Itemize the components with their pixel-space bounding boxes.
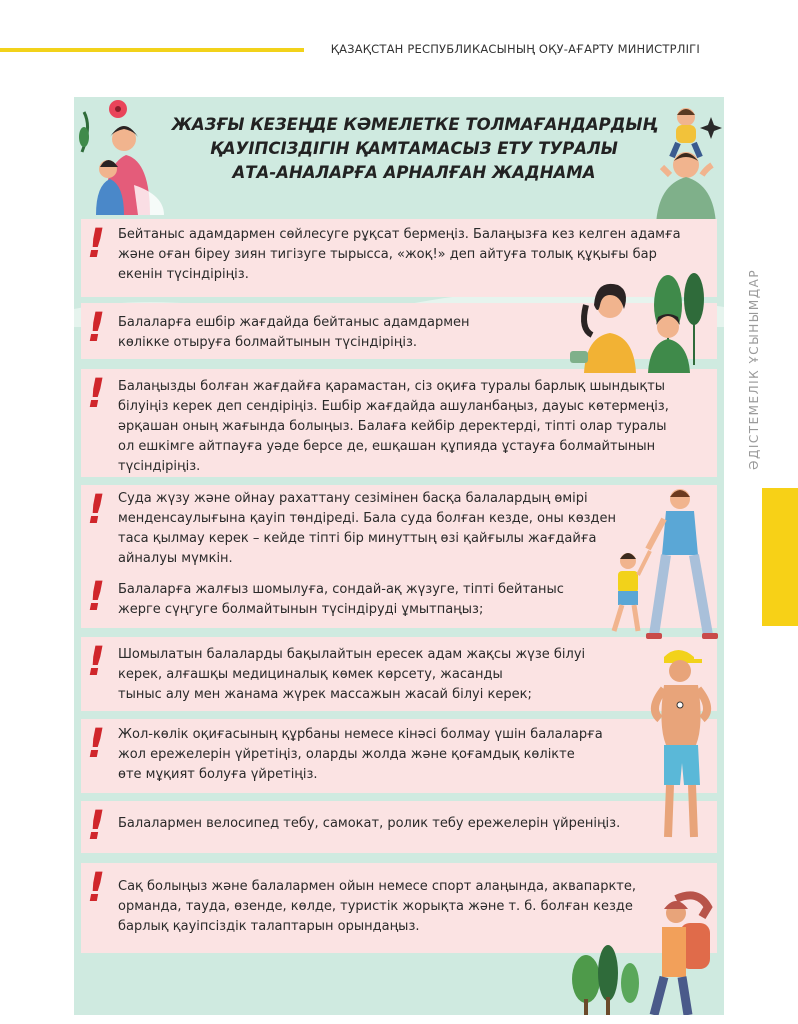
warning-exclamation-icon: ! — [87, 221, 106, 267]
title-line: АТА-АНАЛАРҒА АРНАЛҒАН ЖАДНАМА — [232, 163, 596, 182]
lifeguard-icon — [642, 645, 724, 845]
safety-tip-card — [81, 369, 717, 477]
mother-daughter-talking-icon — [564, 265, 714, 373]
warning-exclamation-icon: ! — [87, 721, 106, 767]
title-line: ҚАУІПСІЗДІГІН ҚАМТАМАСЫЗ ЕТУ ТУРАЛЫ — [210, 139, 618, 158]
tip-text: Балаңызды болған жағдайға қарамастан, сіз оқиға туралы барлық шындықты білуіңіз керек деп сендіріңіз. Ешбір жағдайда ашуланбаңыз, дауыс көтермеңіз, әрқашан оның жағында болыңыз. Балаға кейбір деректерді, тіпті олар туралы ол ешкімге айтпауға уәде берсе де, ешқашан құпияда ұстауға болмайтынын түсіндіріңіз. — [118, 379, 669, 474]
mother-and-child-icon — [74, 97, 174, 217]
warning-exclamation-icon: ! — [87, 487, 106, 533]
header-yellow-rule — [0, 48, 304, 52]
father-walking-child-icon — [594, 483, 724, 643]
tip-text: Шомылатын балаларды бақылайтын ересек адам жақсы жүзе білуі керек, алғашқы медициналық көмек көрсету, жасанды тыныс алу мен жанама жүрек массажын жасай білуі керек; — [118, 647, 586, 702]
poster — [74, 97, 724, 1015]
safety-tip-card — [81, 637, 717, 711]
warning-exclamation-icon: ! — [87, 865, 106, 911]
warning-exclamation-icon: ! — [87, 639, 106, 685]
tip-text: Балаларға ешбір жағдайда бейтаныс адамдармен көлікке отыруға болмайтынын түсіндіріңіз. — [118, 315, 470, 350]
poster-title — [134, 113, 694, 185]
tip-text: Сақ болыңыз және балалармен ойын немесе спорт алаңында, аквапаркте, орманда, тауда, өзенде, көлде, туристік жорықта және т. б. болған кезде барлық қауіпсіздік талаптарын орындаңыз. — [118, 879, 637, 934]
warning-exclamation-icon: ! — [87, 574, 106, 620]
warning-exclamation-icon: ! — [87, 803, 106, 849]
tip-text: Жол-көлік оқиғасының құрбаны немесе кінәсі болмау үшін балаларға жол ережелерін үйретіңіз, оларды жолда және қоғамдық көлікте өте мұқият болуға үйретіңіз. — [118, 727, 603, 782]
tip-text: Балаларға жалғыз шомылуға, сондай-ақ жүзуге, тіпті бейтаныс жерге сүңгуге болмайтынын түсіндіруді ұмытпаңыз; — [118, 582, 564, 617]
safety-tip-card — [81, 801, 717, 853]
father-carrying-child-icon — [622, 103, 724, 225]
tip-text: Суда жүзу және ойнау рахаттану сезімінен басқа балалардың өмірі менденсаулығына қауіп төндіреді. Бала суда болған кезде, оны көзден таса қылмау керек – кейде тіпті бір минуттың өзі қайғылы жағдайға айналуы мүмкін. — [118, 491, 617, 566]
ministry-name: ҚАЗАҚСТАН РЕСПУБЛИКАСЫНЫҢ ОҚУ-АҒАРТУ МИНИСТРЛІГІ — [330, 42, 700, 56]
tip-text: Бейтаныс адамдармен сөйлесуге рұқсат бермеңіз. Балаңызға кез келген адамға және оған біреу зиян тигізуге тырысса, «жоқ!» деп айтуға толық құқығы бар екенін түсіндіріңіз. — [118, 227, 681, 282]
title-line: ЖАЗҒЫ КЕЗЕҢДЕ КӘМЕЛЕТКЕ ТОЛМАҒАНДАРДЫҢ — [171, 115, 657, 134]
tip-text: Балалармен велосипед тебу, самокат, ролик тебу ережелерін үйреніңіз. — [118, 816, 621, 831]
hiker-with-trees-icon — [564, 887, 724, 1015]
side-yellow-tab — [762, 488, 798, 626]
side-section-label: ӘДІСТЕМЕЛІК ҰСЫНЫМДАР — [747, 268, 761, 470]
warning-exclamation-icon: ! — [87, 305, 106, 351]
safety-tip-card — [81, 719, 717, 793]
warning-exclamation-icon: ! — [87, 371, 106, 417]
